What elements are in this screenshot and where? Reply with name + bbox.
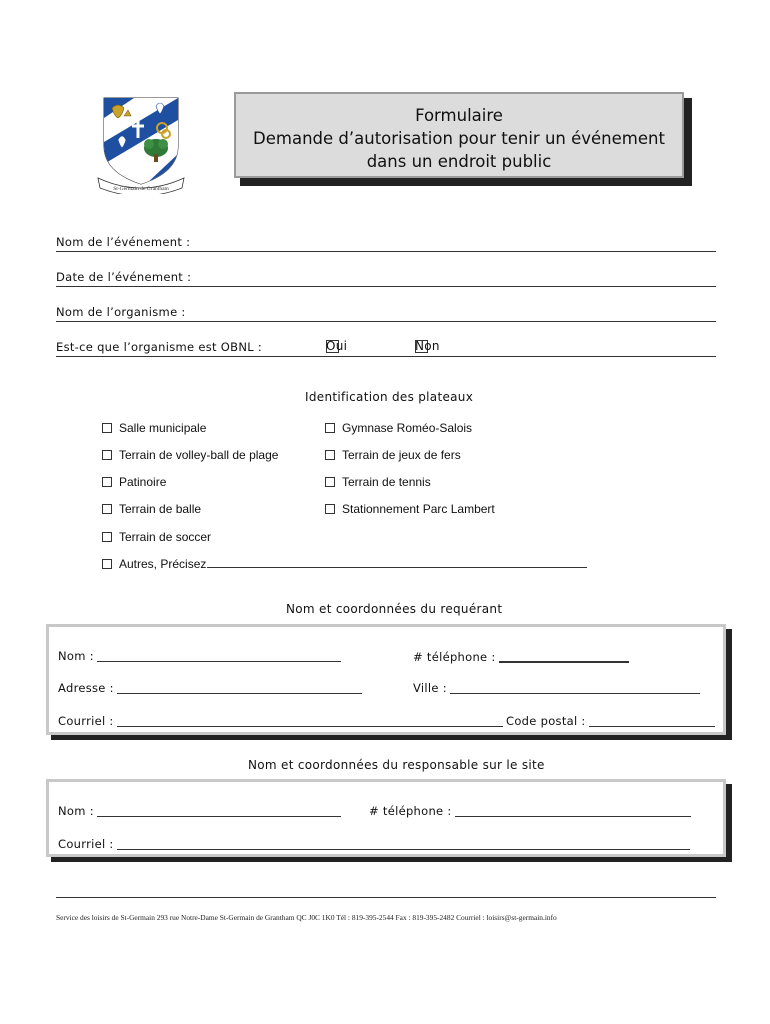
form-title-box bbox=[234, 92, 684, 178]
requester-city-label: Ville : bbox=[413, 681, 447, 695]
requester-name-line[interactable] bbox=[97, 649, 341, 662]
plateau-label: Terrain de tennis bbox=[342, 475, 431, 489]
plateau-option-soccer[interactable] bbox=[102, 530, 211, 544]
onsite-email-line[interactable] bbox=[117, 837, 690, 850]
requester-name-label: Nom : bbox=[58, 649, 94, 663]
plateau-label: Stationnement Parc Lambert bbox=[342, 502, 495, 516]
checkbox[interactable] bbox=[102, 559, 112, 569]
footer-divider bbox=[56, 897, 716, 898]
requester-email-label: Courriel : bbox=[58, 714, 114, 728]
plateau-label: Terrain de jeux de fers bbox=[342, 448, 461, 462]
title-line-3: dans un endroit public bbox=[366, 152, 552, 171]
onsite-panel bbox=[46, 779, 726, 857]
event-date-label: Date de l’événement : bbox=[56, 270, 192, 284]
checkbox[interactable] bbox=[102, 450, 112, 460]
title-line-2: Demande d’autorisation pour tenir un événement bbox=[253, 129, 665, 148]
requester-email-line[interactable] bbox=[117, 714, 503, 727]
checkbox[interactable] bbox=[325, 423, 335, 433]
organization-name-field[interactable] bbox=[56, 297, 716, 322]
requester-city-line[interactable] bbox=[450, 681, 700, 694]
requester-phone-line[interactable] bbox=[499, 649, 629, 663]
requester-section-title: Nom et coordonnées du requérant bbox=[286, 602, 503, 616]
onsite-name-line[interactable] bbox=[97, 804, 341, 817]
requester-phone-field[interactable] bbox=[413, 649, 629, 664]
checkbox[interactable] bbox=[102, 504, 112, 514]
requester-email-field[interactable] bbox=[58, 714, 503, 728]
onsite-phone-label: # téléphone : bbox=[369, 804, 452, 818]
plateau-option-volleyball[interactable] bbox=[102, 448, 278, 462]
requester-postal-field[interactable] bbox=[506, 714, 715, 728]
plateau-option-patinoire[interactable] bbox=[102, 475, 166, 489]
checkbox[interactable] bbox=[325, 504, 335, 514]
plateau-label: Gymnase Roméo-Salois bbox=[342, 421, 473, 435]
requester-panel bbox=[46, 624, 726, 735]
onsite-email-label: Courriel : bbox=[58, 837, 114, 851]
checkbox[interactable] bbox=[325, 477, 335, 487]
onsite-phone-line[interactable] bbox=[455, 804, 691, 817]
onsite-email-field[interactable] bbox=[58, 837, 690, 851]
plateaux-section-title: Identification des plateaux bbox=[305, 390, 474, 404]
footer-contact-text: Service des loisirs de St-Germain 293 rue Notre-Dame St-Germain de Grantham QC J0C 1K0 Tél : 819-395-2544 Fax : 819-395-2482 Courriel : loisirs@st-germain.info bbox=[56, 913, 557, 922]
onsite-name-label: Nom : bbox=[58, 804, 94, 818]
title-line-1: Formulaire bbox=[415, 106, 503, 125]
requester-postal-line[interactable] bbox=[589, 714, 715, 727]
plateau-option-fers[interactable] bbox=[325, 448, 461, 462]
requester-address-line[interactable] bbox=[117, 681, 362, 694]
requester-name-field[interactable] bbox=[58, 649, 341, 663]
checkbox[interactable] bbox=[325, 450, 335, 460]
plateau-option-terrain-balle[interactable] bbox=[102, 502, 201, 516]
checkbox[interactable] bbox=[102, 423, 112, 433]
checkbox[interactable] bbox=[102, 532, 112, 542]
autres-specify-line[interactable] bbox=[207, 557, 587, 568]
plateau-label: Patinoire bbox=[119, 475, 167, 489]
plateau-label: Terrain de volley-ball de plage bbox=[119, 448, 279, 462]
requester-address-label: Adresse : bbox=[58, 681, 114, 695]
onsite-phone-field[interactable] bbox=[369, 804, 691, 818]
requester-address-field[interactable] bbox=[58, 681, 362, 695]
plateau-label: Salle municipale bbox=[119, 421, 207, 435]
obnl-question-row bbox=[56, 332, 716, 357]
plateau-label: Terrain de soccer bbox=[119, 530, 212, 544]
crest-motto: St-Germain de Grantham bbox=[113, 186, 169, 192]
obnl-question-label: Est-ce que l’organisme est OBNL : bbox=[56, 340, 263, 354]
onsite-name-field[interactable] bbox=[58, 804, 341, 818]
plateau-option-gymnase[interactable] bbox=[325, 421, 472, 435]
event-name-field[interactable] bbox=[56, 227, 716, 252]
requester-postal-label: Code postal : bbox=[506, 714, 586, 728]
requester-phone-label: # téléphone : bbox=[413, 650, 496, 664]
plateau-label: Autres, Précisez bbox=[119, 557, 207, 571]
event-name-label: Nom de l’événement : bbox=[56, 235, 191, 249]
plateau-option-stationnement[interactable] bbox=[325, 502, 495, 516]
plateau-option-tennis[interactable] bbox=[325, 475, 431, 489]
requester-city-field[interactable] bbox=[413, 681, 700, 695]
plateau-option-salle-municipale[interactable] bbox=[102, 421, 206, 435]
obnl-no-label: Non bbox=[415, 339, 440, 353]
municipal-crest-logo bbox=[94, 94, 188, 194]
plateau-option-autres[interactable] bbox=[102, 557, 587, 571]
plateau-label: Terrain de balle bbox=[119, 502, 202, 516]
onsite-section-title: Nom et coordonnées du responsable sur le site bbox=[248, 758, 545, 772]
checkbox[interactable] bbox=[102, 477, 112, 487]
event-date-field[interactable] bbox=[56, 262, 716, 287]
obnl-yes-label: Oui bbox=[326, 339, 348, 353]
organization-name-label: Nom de l’organisme : bbox=[56, 305, 186, 319]
